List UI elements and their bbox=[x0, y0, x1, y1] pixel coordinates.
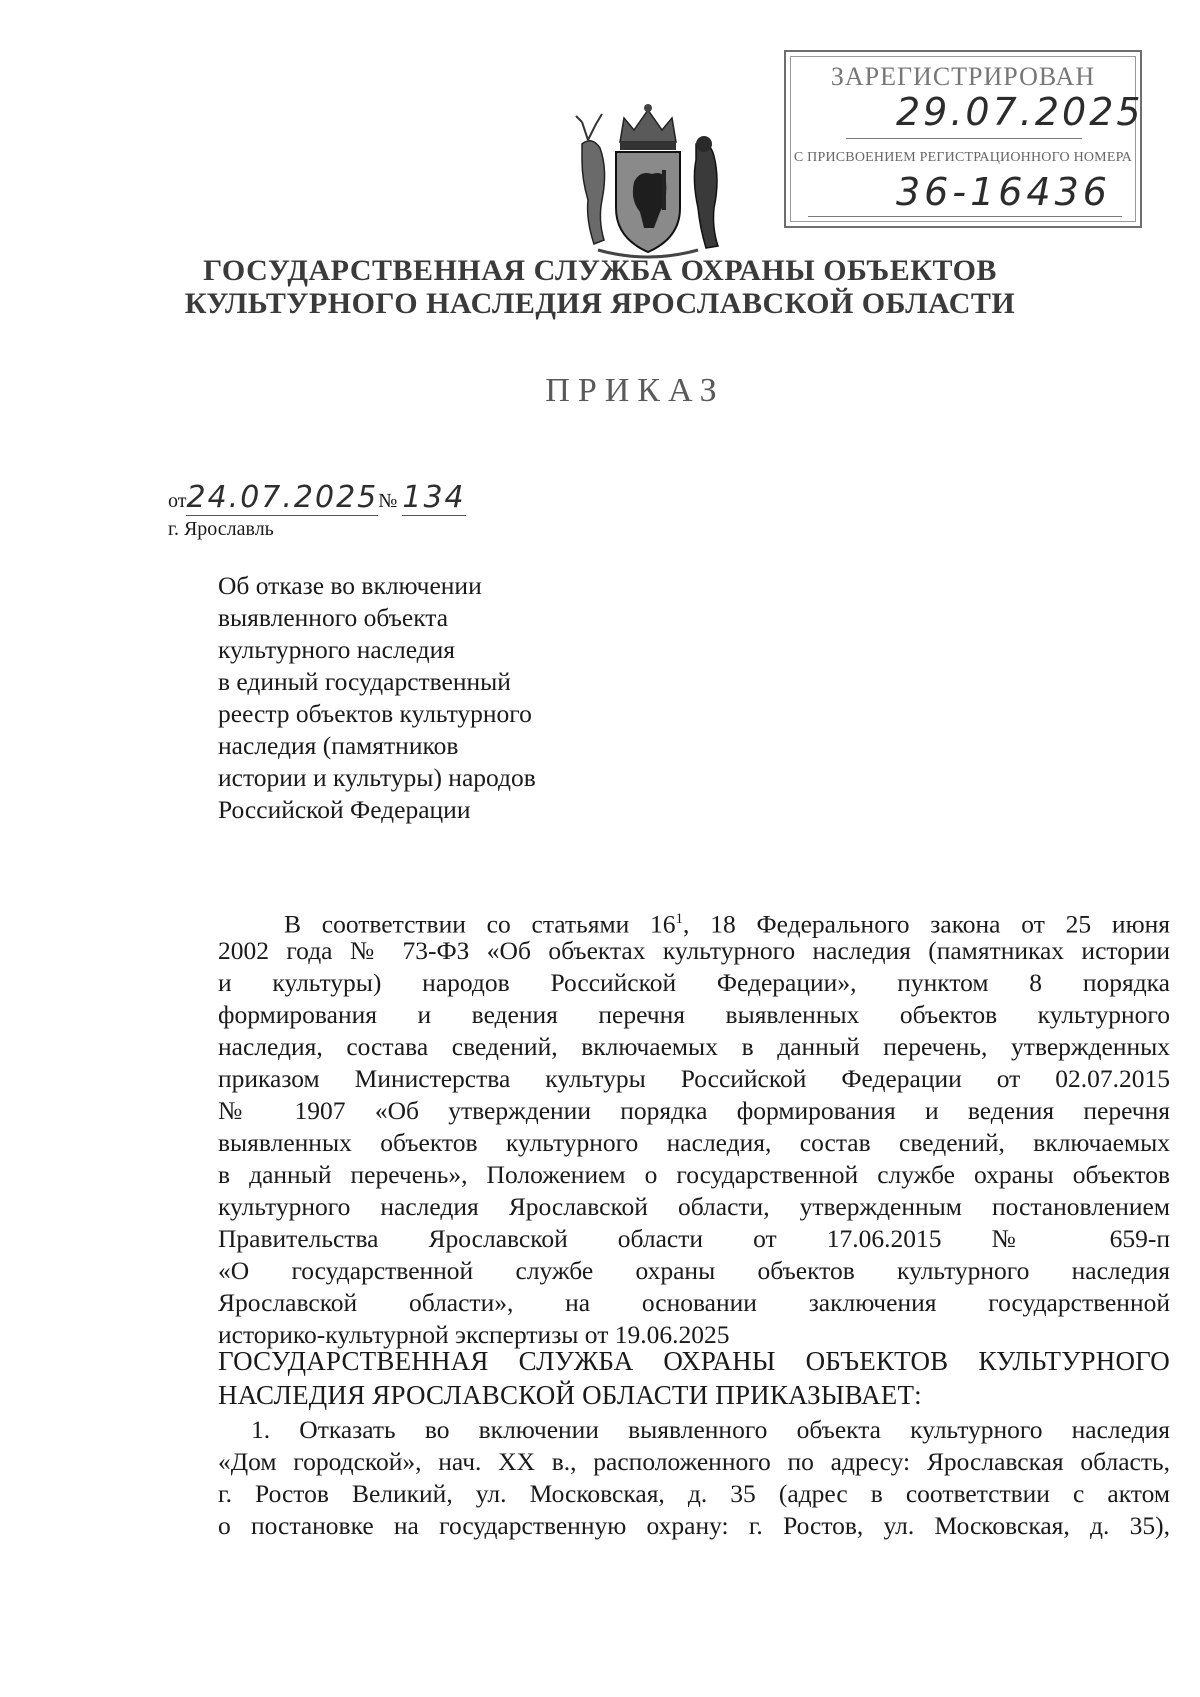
decree-line-1: ГОСУДАРСТВЕННАЯ СЛУЖБА ОХРАНЫ ОБЪЕКТОВ КУЛЬТУРНОГО bbox=[218, 1346, 1170, 1376]
stamp-title: ЗАРЕГИСТРИРОВАН bbox=[830, 62, 1096, 91]
stamp-date: 29.07.2025 bbox=[896, 90, 1144, 134]
preamble-line: «О государственной службе охраны объектов культурного наследия bbox=[218, 1256, 1170, 1285]
preamble-line: Ярославской области», на основании заключения государственной bbox=[218, 1288, 1170, 1317]
stamp-number-underline bbox=[808, 216, 1122, 217]
order-date-line bbox=[168, 480, 466, 515]
stamp-date-underline bbox=[846, 138, 1082, 139]
decree-line-2: НАСЛЕДИЯ ЯРОСЛАВСКОЙ ОБЛАСТИ ПРИКАЗЫВАЕТ: bbox=[218, 1380, 922, 1410]
preamble-line: и культуры) народов Российской Федерации», пунктом 8 порядка bbox=[218, 968, 1170, 997]
preamble-line: № 1907 «Об утверждении порядка формирования и ведения перечня bbox=[218, 1096, 1170, 1125]
order-date: 24.07.2025 bbox=[186, 480, 379, 515]
registration-stamp bbox=[784, 50, 1142, 228]
preamble-line: выявленных объектов культурного наследия, состав сведений, включаемых bbox=[218, 1128, 1170, 1157]
article-superscript: 1 bbox=[675, 911, 684, 927]
preamble-first-line bbox=[218, 903, 1170, 939]
subject-line: истории и культуры) народов bbox=[218, 763, 536, 792]
order-number: 134 bbox=[402, 480, 466, 515]
subject-line: Об отказе во включении bbox=[218, 571, 482, 600]
preamble-line: наследия, состава сведений, включаемых в данный перечень, утвержденных bbox=[218, 1032, 1170, 1061]
subject-line: наследия (памятников bbox=[218, 731, 459, 760]
order-number-label: № bbox=[378, 490, 398, 512]
preamble-line: культурного наследия Ярославской области, утвержденным постановлением bbox=[218, 1192, 1170, 1221]
stamp-number: 36-16436 bbox=[896, 170, 1111, 214]
document-type-title: ПРИКАЗ bbox=[545, 372, 725, 409]
preamble-line: 2002 года № 73-ФЗ «Об объектах культурного наследия (памятниках истории bbox=[218, 936, 1170, 965]
stamp-subtitle: С ПРИСВОЕНИЕМ РЕГИСТРАЦИОННОГО НОМЕРА bbox=[793, 150, 1133, 165]
order-subject bbox=[218, 570, 638, 826]
item-first-line: 1. Отказать во включении выявленного объекта культурного наследия bbox=[251, 1415, 1170, 1444]
agency-name-line-1: ГОСУДАРСТВЕННАЯ СЛУЖБА ОХРАНЫ ОБЪЕКТОВ bbox=[203, 254, 997, 287]
item-line: г. Ростов Великий, ул. Московская, д. 35 (адрес в соответствии с актом bbox=[218, 1479, 1170, 1508]
preamble-first-text: В соответствии со статьями 16 bbox=[284, 909, 676, 939]
item-line: «Дом городской», нач. XX в., расположенного по адресу: Ярославская область, bbox=[218, 1447, 1170, 1476]
preamble-first-text-end: , 18 Федерального закона от 25 июня bbox=[683, 909, 1170, 939]
subject-line: выявленного объекта bbox=[218, 603, 449, 632]
preamble-line: Правительства Ярославской области от 17.06.2015 № 659-п bbox=[218, 1224, 1170, 1253]
subject-line: Российской Федерации bbox=[218, 795, 471, 824]
preamble-paragraph bbox=[218, 903, 1170, 1351]
order-from-label: от bbox=[168, 490, 187, 512]
yaroslavl-coat-of-arms-icon bbox=[568, 100, 728, 265]
preamble-line: в данный перечень», Положением о государственной службе охраны объектов bbox=[218, 1160, 1170, 1189]
agency-name-line-2: КУЛЬТУРНОГО НАСЛЕДИЯ ЯРОСЛАВСКОЙ ОБЛАСТИ bbox=[184, 287, 1016, 320]
order-city: г. Ярославль bbox=[168, 518, 274, 540]
preamble-last-line: историко-культурной экспертизы от 19.06.2025 bbox=[218, 1320, 730, 1349]
decree-statement bbox=[218, 1344, 1170, 1412]
decree-item-1 bbox=[218, 1414, 1170, 1542]
subject-line: культурного наследия bbox=[218, 635, 456, 664]
preamble-line: формирования и ведения перечня выявленных объектов культурного bbox=[218, 1000, 1170, 1029]
item-line: о постановке на государственную охрану: г. Ростов, ул. Московская, д. 35), bbox=[218, 1511, 1170, 1540]
subject-line: в единый государственный bbox=[218, 667, 511, 696]
preamble-line: приказом Министерства культуры Российской Федерации от 02.07.2015 bbox=[218, 1064, 1170, 1093]
subject-line: реестр объектов культурного bbox=[218, 699, 532, 728]
